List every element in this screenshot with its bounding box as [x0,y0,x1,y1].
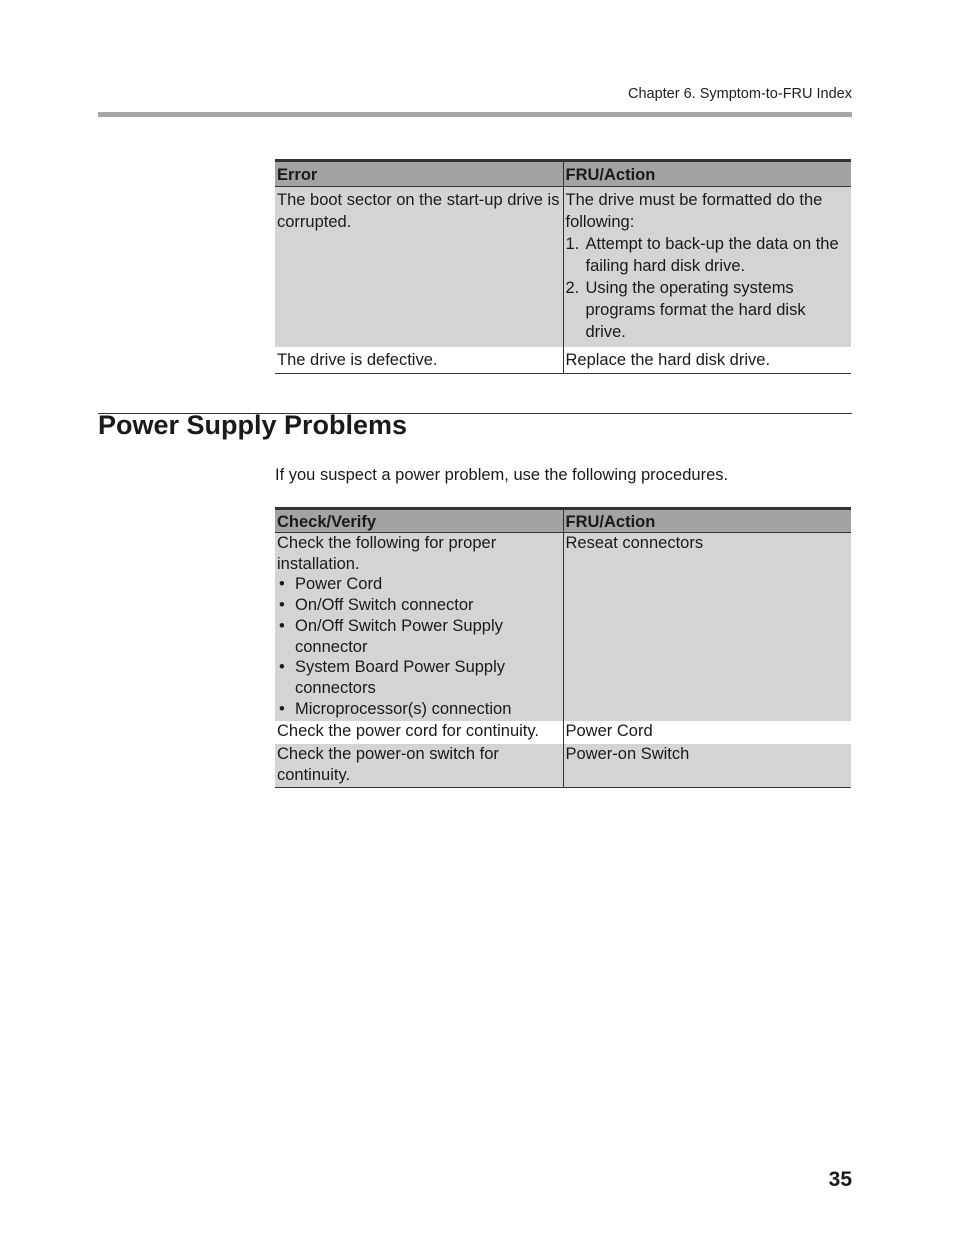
step-number: 2. [565,279,580,297]
list-item [277,699,561,720]
step-number: 1. [565,235,580,253]
column-header-fru-action: FRU/Action [563,509,851,533]
header-rule [98,112,852,117]
section-title: Power Supply Problems [98,410,408,440]
table-row [275,533,851,722]
action-cell: Power Cord [565,722,653,741]
error-cell: The boot sector on the start-up drive is corrupted. [275,187,563,348]
action-cell: Reseat connectors [563,533,851,722]
bullet-icon: • [279,575,285,594]
section-intro: If you suspect a power problem, use the following procedures. [275,466,729,484]
item-text: On/Off Switch Power Supply connector [295,616,503,656]
table-row [275,744,851,788]
item-text: Microprocessor(s) connection [295,699,512,718]
action-cell: Replace the hard disk drive. [563,347,851,374]
page-number: 35 [828,1168,852,1191]
table-header-row [275,161,851,187]
bullet-icon: • [279,658,285,677]
check-cell [275,533,563,722]
step-text: Attempt to back-up the data on the failing hard disk drive. [585,235,839,275]
list-item [566,233,850,277]
power-supply-table [275,507,851,788]
action-steps [566,233,850,343]
check-cell: Check the power-on switch for continuity. [275,744,563,788]
check-cell: Check the power cord for continuity. [275,721,563,744]
bullet-icon: • [279,699,285,718]
column-header-error: Error [275,161,563,187]
bullet-icon: • [279,596,285,615]
table-row [275,187,851,348]
check-intro: Check the following for proper installation. [277,534,497,573]
table-row [275,347,851,374]
column-header-fru-action: FRU/Action [563,161,851,187]
table-header-row [275,509,851,533]
column-header-check-verify: Check/Verify [275,509,563,533]
list-item [277,657,561,698]
list-item [277,595,561,616]
running-header: Chapter 6. Symptom-to-FRU Index [627,86,852,102]
item-text: On/Off Switch connector [295,596,474,615]
list-item [277,616,561,657]
action-cell [563,187,851,348]
hard-disk-error-table [275,159,851,374]
error-cell: The drive is defective. [275,347,563,374]
step-text: Using the operating systems programs format the hard disk drive. [585,279,806,341]
item-text: Power Cord [295,575,383,594]
action-intro: The drive must be formatted do the following: [565,191,823,231]
check-items [277,574,561,719]
list-item [566,277,850,343]
bullet-icon: • [279,616,285,635]
table-row [275,721,851,744]
list-item [277,574,561,595]
action-cell: Power-on Switch [563,744,851,788]
item-text: System Board Power Supply connectors [295,658,506,697]
